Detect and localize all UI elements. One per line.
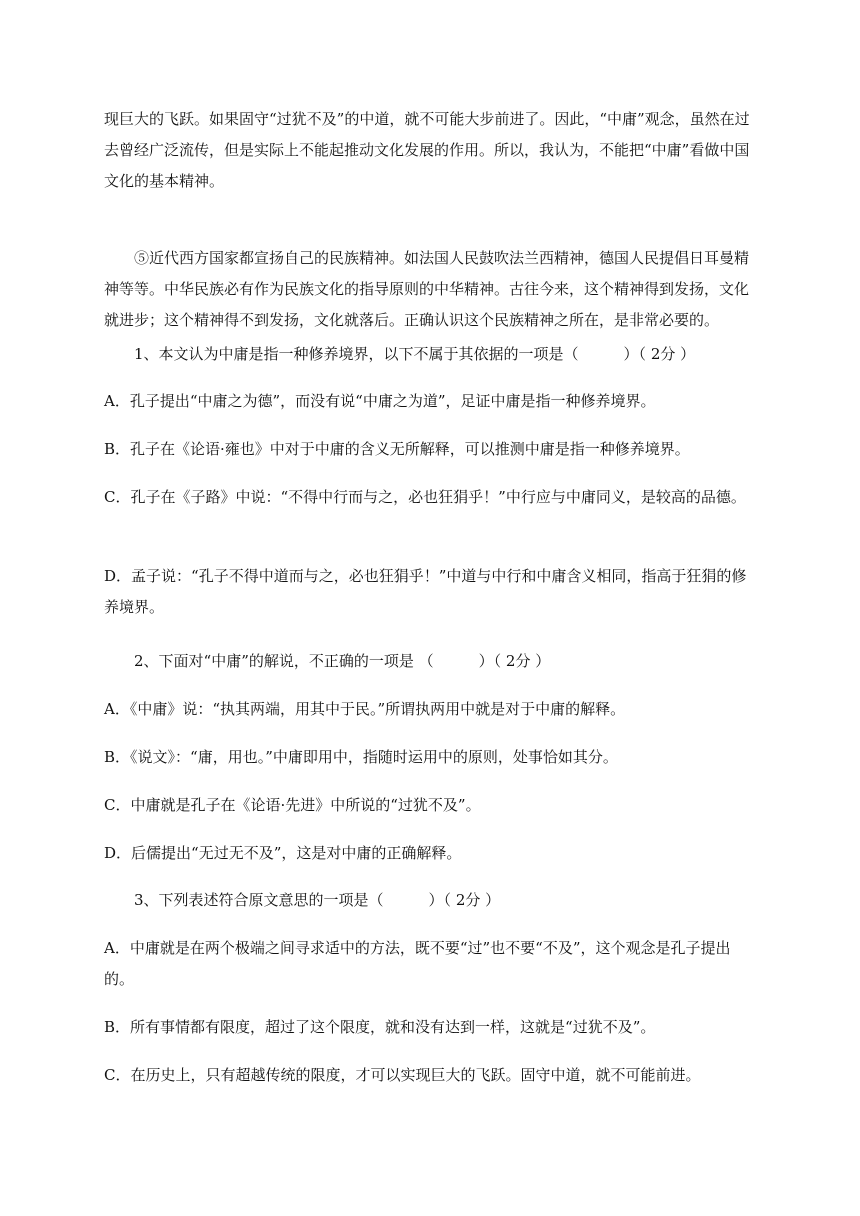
question-1-stem: 1、本文认为中庸是指一种修养境界，以下不属于其依据的一项是（ ）（ 2分 ） bbox=[134, 345, 696, 363]
question-2-option-b: B．《说文》：“庸，用也。”中庸即用中，指随时运用中的原则，处事恰如其分。 bbox=[104, 748, 618, 766]
question-2-option-a: A．《中庸》说：“执其两端，用其中于民。”所谓执两用中就是对于中庸的解释。 bbox=[104, 700, 626, 718]
question-3-option-c: C．在历史上，只有超越传统的限度，才可以实现巨大的飞跃。固守中道，就不可能前进。 bbox=[104, 1066, 701, 1084]
question-2-option-d: D．后儒提出“无过无不及”，这是对中庸的正确解释。 bbox=[104, 844, 462, 862]
question-1-option-a: A．孔子提出“中庸之为德”，而没有说“中庸之为道”，足证中庸是指一种修养境界。 bbox=[104, 392, 656, 410]
passage-paragraph-5: ⑤近代西方国家都宣扬自己的民族精神。如法国人民鼓吹法兰西精神，德国人民提倡日耳曼精神等等。中华民族必有作为民族文化的指导原则的中华精神。古往今来，这个精神得到发扬，文化就进步；这个精神得不到发扬，文化就落后。正确认识这个民族精神之所在，是非常必要的。 bbox=[104, 249, 750, 329]
question-1-option-d: D．孟子说：“孔子不得中道而与之，必也狂狷乎！”中道与中行和中庸含义相同，指高于狂狷的修养境界。 bbox=[104, 567, 747, 616]
question-1-option-c: C．孔子在《子路》中说：“不得中行而与之，必也狂狷乎！”中行应与中庸同义，是较高的品德。 bbox=[104, 488, 746, 506]
passage-paragraph-4-tail: 现巨大的飞跃。如果固守“过犹不及”的中道，就不可能大步前进了。因此，“中庸”观念，虽然在过去曾经广泛流传，但是实际上不能起推动文化发展的作用。所以，我认为，不能把“中庸”看做中国文化的基本精神。 bbox=[104, 110, 750, 190]
question-3-option-a: A．中庸就是在两个极端之间寻求适中的方法，既不要“过”也不要“不及”，这个观念是孔子提出的。 bbox=[104, 939, 731, 988]
question-3-option-b: B．所有事情都有限度，超过了这个限度，就和没有达到一样，这就是“过犹不及”。 bbox=[104, 1018, 656, 1036]
question-2-stem: 2、下面对“中庸”的解说，不正确的一项是 （ ）（ 2分 ） bbox=[134, 652, 551, 670]
question-2-option-c: C．中庸就是孔子在《论语·先进》中所说的“过犹不及”。 bbox=[104, 796, 481, 814]
question-3-stem: 3、下列表述符合原文意思的一项是（ ）（ 2分 ） bbox=[134, 891, 501, 909]
question-1-option-b: B．孔子在《论语·雍也》中对于中庸的含义无所解释，可以推测中庸是指一种修养境界。 bbox=[104, 440, 690, 458]
